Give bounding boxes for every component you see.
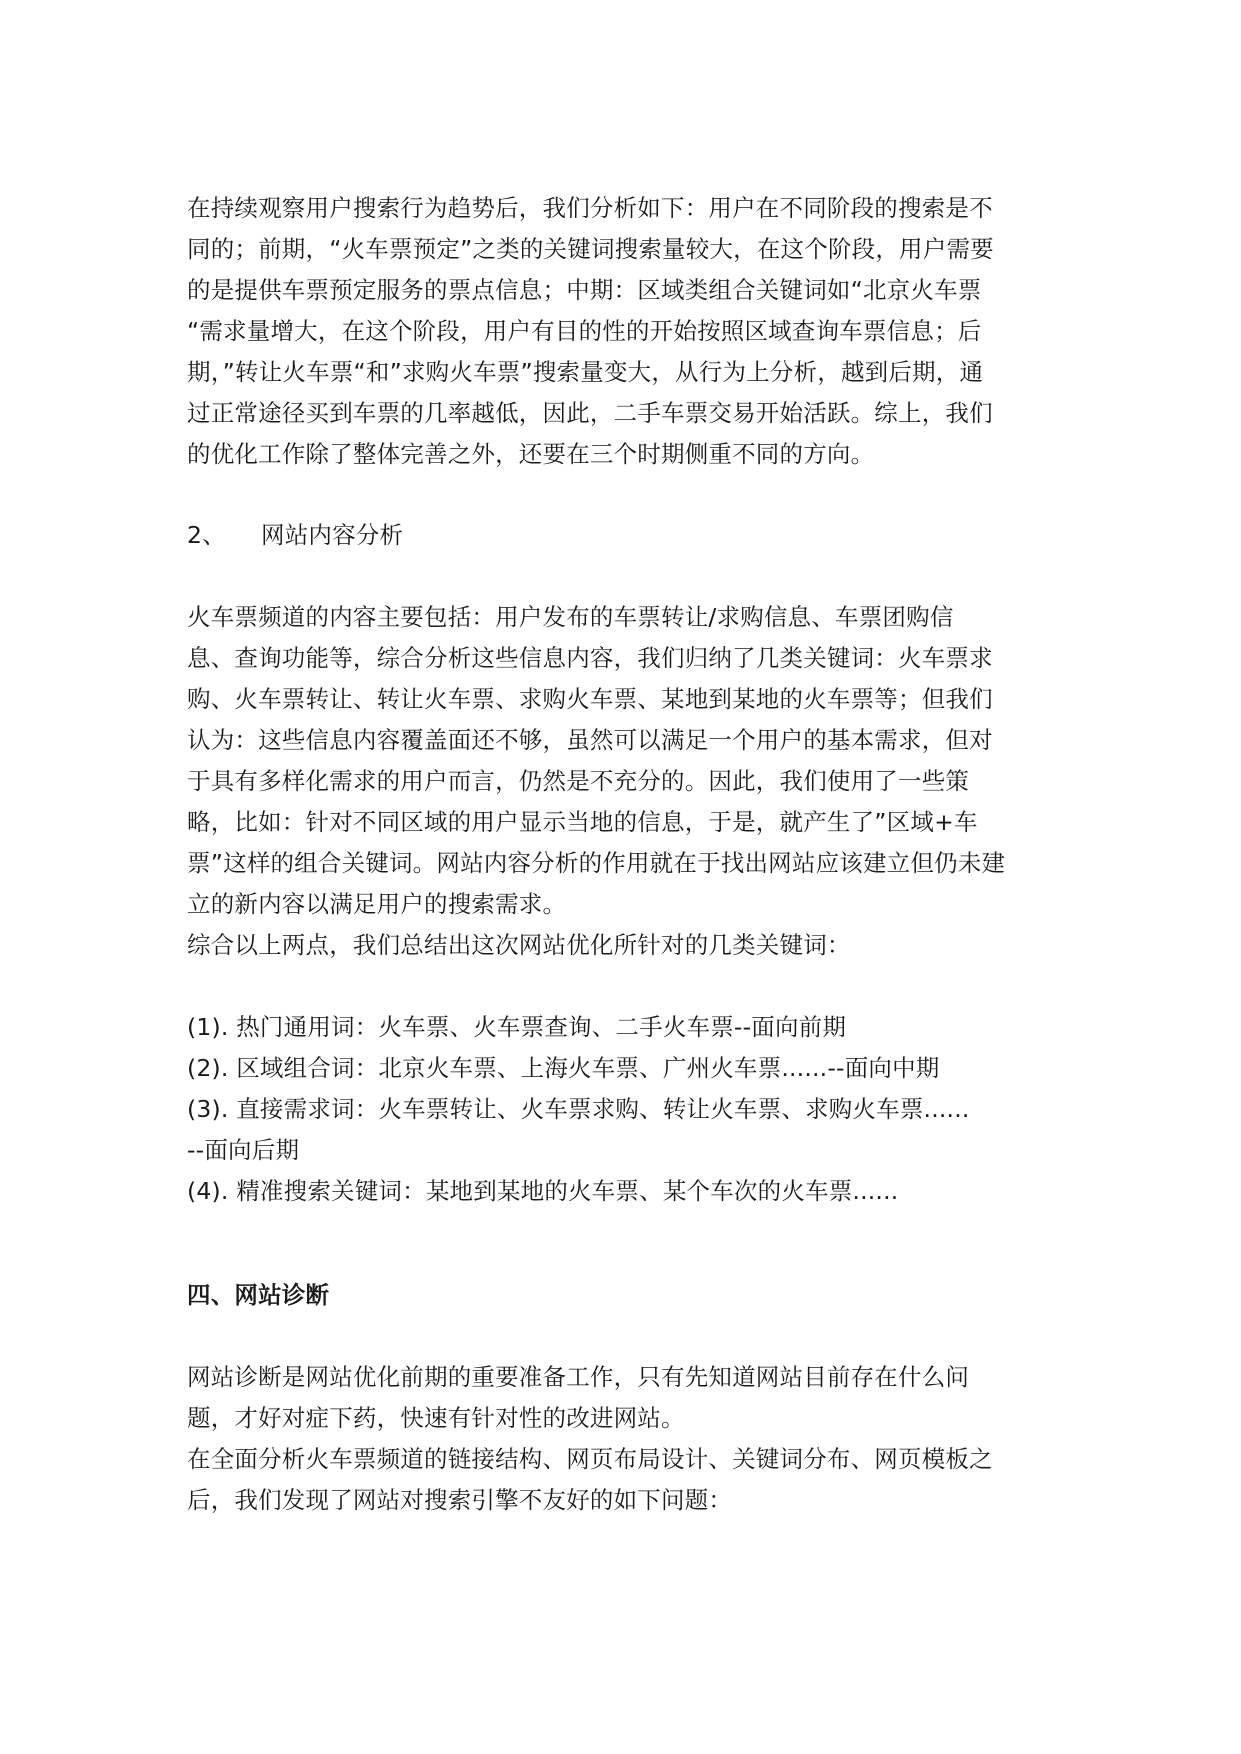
subsection-number: 2、 bbox=[187, 521, 226, 549]
list-item: (2). 区域组合词：北京火车票、上海火车票、广州火车票......--面向中期 bbox=[187, 1054, 940, 1082]
subsection-heading bbox=[187, 520, 403, 550]
text-line: 同的；前期，“火车票预定”之类的关键词搜索量较大，在这个阶段，用户需要 bbox=[187, 235, 994, 263]
text-line: 息、查询功能等，综合分析这些信息内容，我们归纳了几类关键词：火车票求 bbox=[187, 644, 993, 672]
list-item: (1). 热门通用词：火车票、火车票查询、二手火车票--面向前期 bbox=[187, 1013, 847, 1041]
list-item: (3). 直接需求词：火车票转让、火车票求购、转让火车票、求购火车票...... bbox=[187, 1095, 970, 1123]
list-item-continuation: --面向后期 bbox=[187, 1136, 300, 1164]
text-line: 购、火车票转让、转让火车票、求购火车票、某地到某地的火车票等；但我们 bbox=[187, 685, 993, 713]
text-line: 期，”转让火车票“和”求购火车票”搜索量变大，从行为上分析，越到后期，通 bbox=[187, 358, 984, 386]
text-line: 在持续观察用户搜索行为趋势后，我们分析如下：用户在不同阶段的搜索是不 bbox=[187, 194, 993, 222]
text-line: 题，才好对症下药，快速有针对性的改进网站。 bbox=[187, 1404, 685, 1432]
text-line: 火车票频道的内容主要包括：用户发布的车票转让/求购信息、车票团购信 bbox=[187, 603, 954, 631]
text-line: 网站诊断是网站优化前期的重要准备工作，只有先知道网站目前存在什么问 bbox=[187, 1363, 970, 1391]
text-line: 后，我们发现了网站对搜索引擎不友好的如下问题： bbox=[187, 1486, 733, 1514]
text-line: 略，比如：针对不同区域的用户显示当地的信息，于是，就产生了”区域+车 bbox=[187, 808, 978, 836]
text-line: 票”这样的组合关键词。网站内容分析的作用就在于找出网站应该建立但仍未建 bbox=[187, 849, 1006, 877]
text-line: 于具有多样化需求的用户而言，仍然是不充分的。因此，我们使用了一些策 bbox=[187, 767, 970, 795]
text-line: 的是提供车票预定服务的票点信息；中期：区域类组合关键词如“北京火车票 bbox=[187, 276, 982, 304]
text-line: “需求量增大，在这个阶段，用户有目的性的开始按照区域查询车票信息；后 bbox=[187, 317, 982, 345]
list-item: (4). 精准搜索关键词：某地到某地的火车票、某个车次的火车票...... bbox=[187, 1177, 899, 1205]
text-line: 综合以上两点，我们总结出这次网站优化所针对的几类关键词： bbox=[187, 931, 851, 959]
text-line: 认为：这些信息内容覆盖面还不够，虽然可以满足一个用户的基本需求，但对 bbox=[187, 726, 993, 754]
section-heading: 四、网站诊断 bbox=[187, 1281, 330, 1309]
text-line: 立的新内容以满足用户的搜索需求。 bbox=[187, 890, 567, 918]
subsection-title: 网站内容分析 bbox=[261, 521, 404, 549]
text-line: 过正常途径买到车票的几率越低，因此，二手车票交易开始活跃。综上，我们 bbox=[187, 399, 993, 427]
text-line: 的优化工作除了整体完善之外，还要在三个时期侧重不同的方向。 bbox=[187, 440, 875, 468]
text-line: 在全面分析火车票频道的链接结构、网页布局设计、关键词分布、网页模板之 bbox=[187, 1445, 993, 1473]
